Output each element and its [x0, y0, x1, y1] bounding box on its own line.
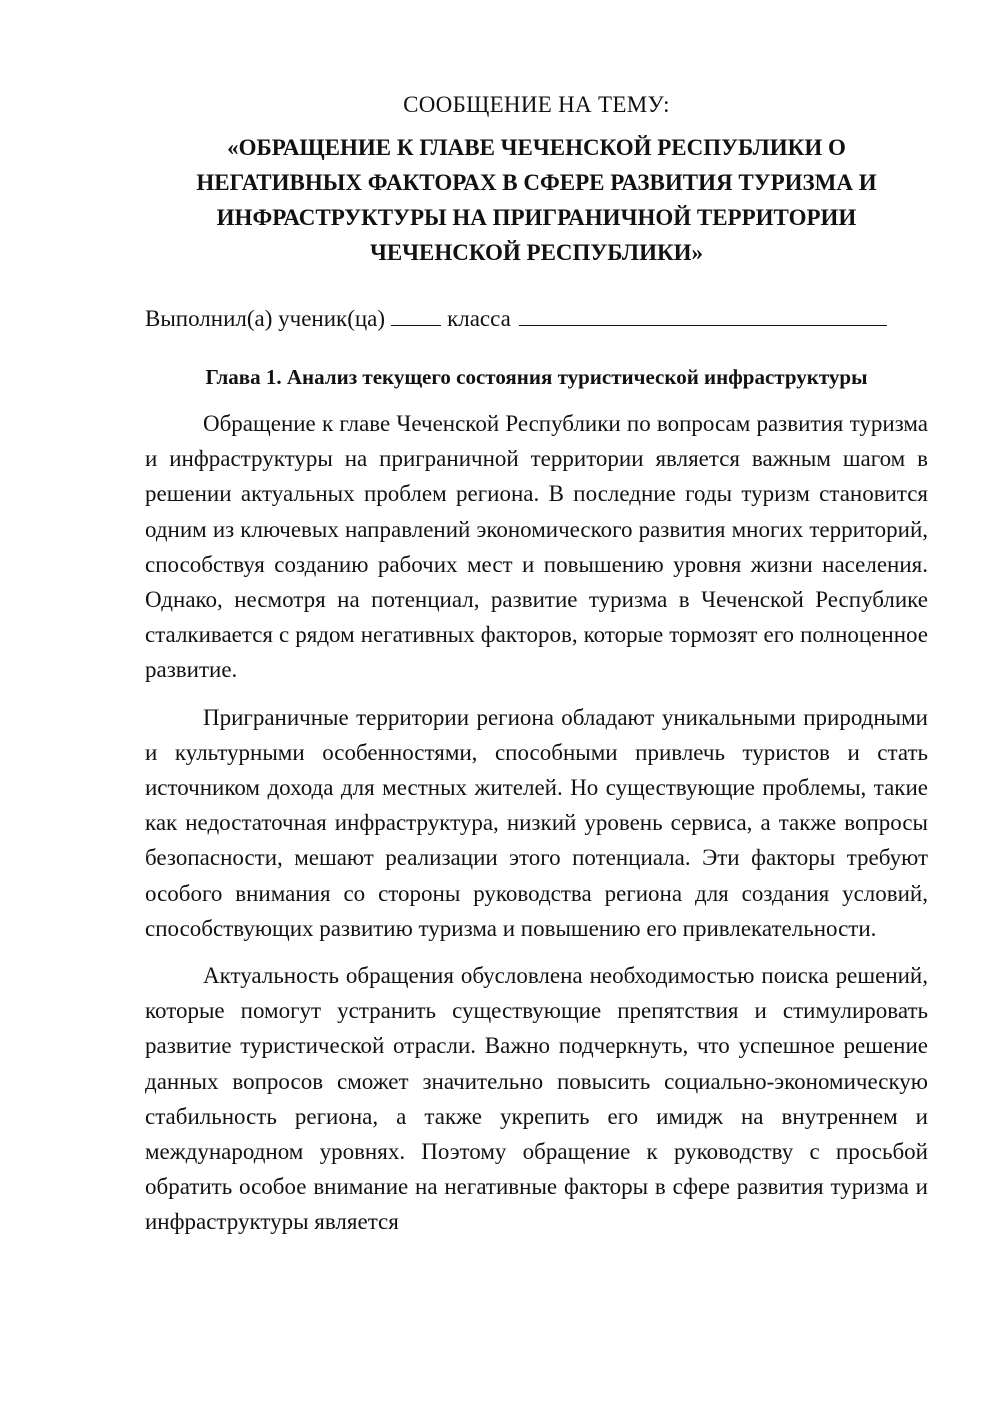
chapter-title: Глава 1. Анализ текущего состояния туристической инфраструктуры — [205, 365, 868, 389]
document-heading: СООБЩЕНИЕ НА ТЕМУ: — [403, 92, 670, 117]
class-number-blank[interactable] — [391, 305, 441, 326]
paragraph: Обращение к главе Чеченской Республики по вопросам развития туризма и инфраструктуры на приграничной территории является важным шагом в решении актуальных проблем региона. В последние годы туризм становится одним из ключевых направлений экономического развития многих территорий, способствуя созданию рабочих мест и повышению уровня жизни населения. Однако, несмотря на потенциал, развитие туризма в Чеченской Республике сталкивается с рядом негативных факторов, которые тормозят его полноценное развитие. — [145, 411, 928, 683]
author-line — [145, 304, 928, 334]
document-title: «ОБРАЩЕНИЕ К ГЛАВЕ ЧЕЧЕНСКОЙ РЕСПУБЛИКИ О НЕГАТИВНЫХ ФАКТОРАХ В СФЕРЕ РАЗВИТИЯ ТУРИЗМА И ИНФРАСТРУКТУРЫ НА ПРИГРАНИЧНОЙ ТЕРРИТОРИИ ЧЕЧЕНСКОЙ РЕСПУБЛИКИ» — [196, 135, 877, 265]
paragraph: Приграничные территории региона обладают уникальными природными и культурными особенностями, способными привлечь туристов и стать источником дохода для местных жителей. Но существующие проблемы, такие как недостаточная инфраструктура, низкий уровень сервиса, а также вопросы безопасности, мешают реализации этого потенциала. Эти факторы требуют особого внимания со стороны руководства региона для создания условий, способствующих развитию туризма и повышению его привлекательности. — [145, 704, 928, 941]
student-name-blank[interactable] — [519, 305, 887, 326]
paragraph: Актуальность обращения обусловлена необходимостью поиска решений, которые помогут устранить существующие препятствия и стимулировать развитие туристической отрасли. Важно подчеркнуть, что успешное решение данных вопросов сможет значительно повысить социально-экономическую стабильность региона, а также укрепить его имидж на внутреннем и международном уровнях. Поэтому обращение к руководству с просьбой обратить особое внимание на негативные факторы в сфере развития туризма и инфраструктуры является — [145, 963, 928, 1235]
author-label: Выполнил(а) ученик(ца) — [145, 306, 386, 331]
class-label: класса — [447, 306, 511, 331]
